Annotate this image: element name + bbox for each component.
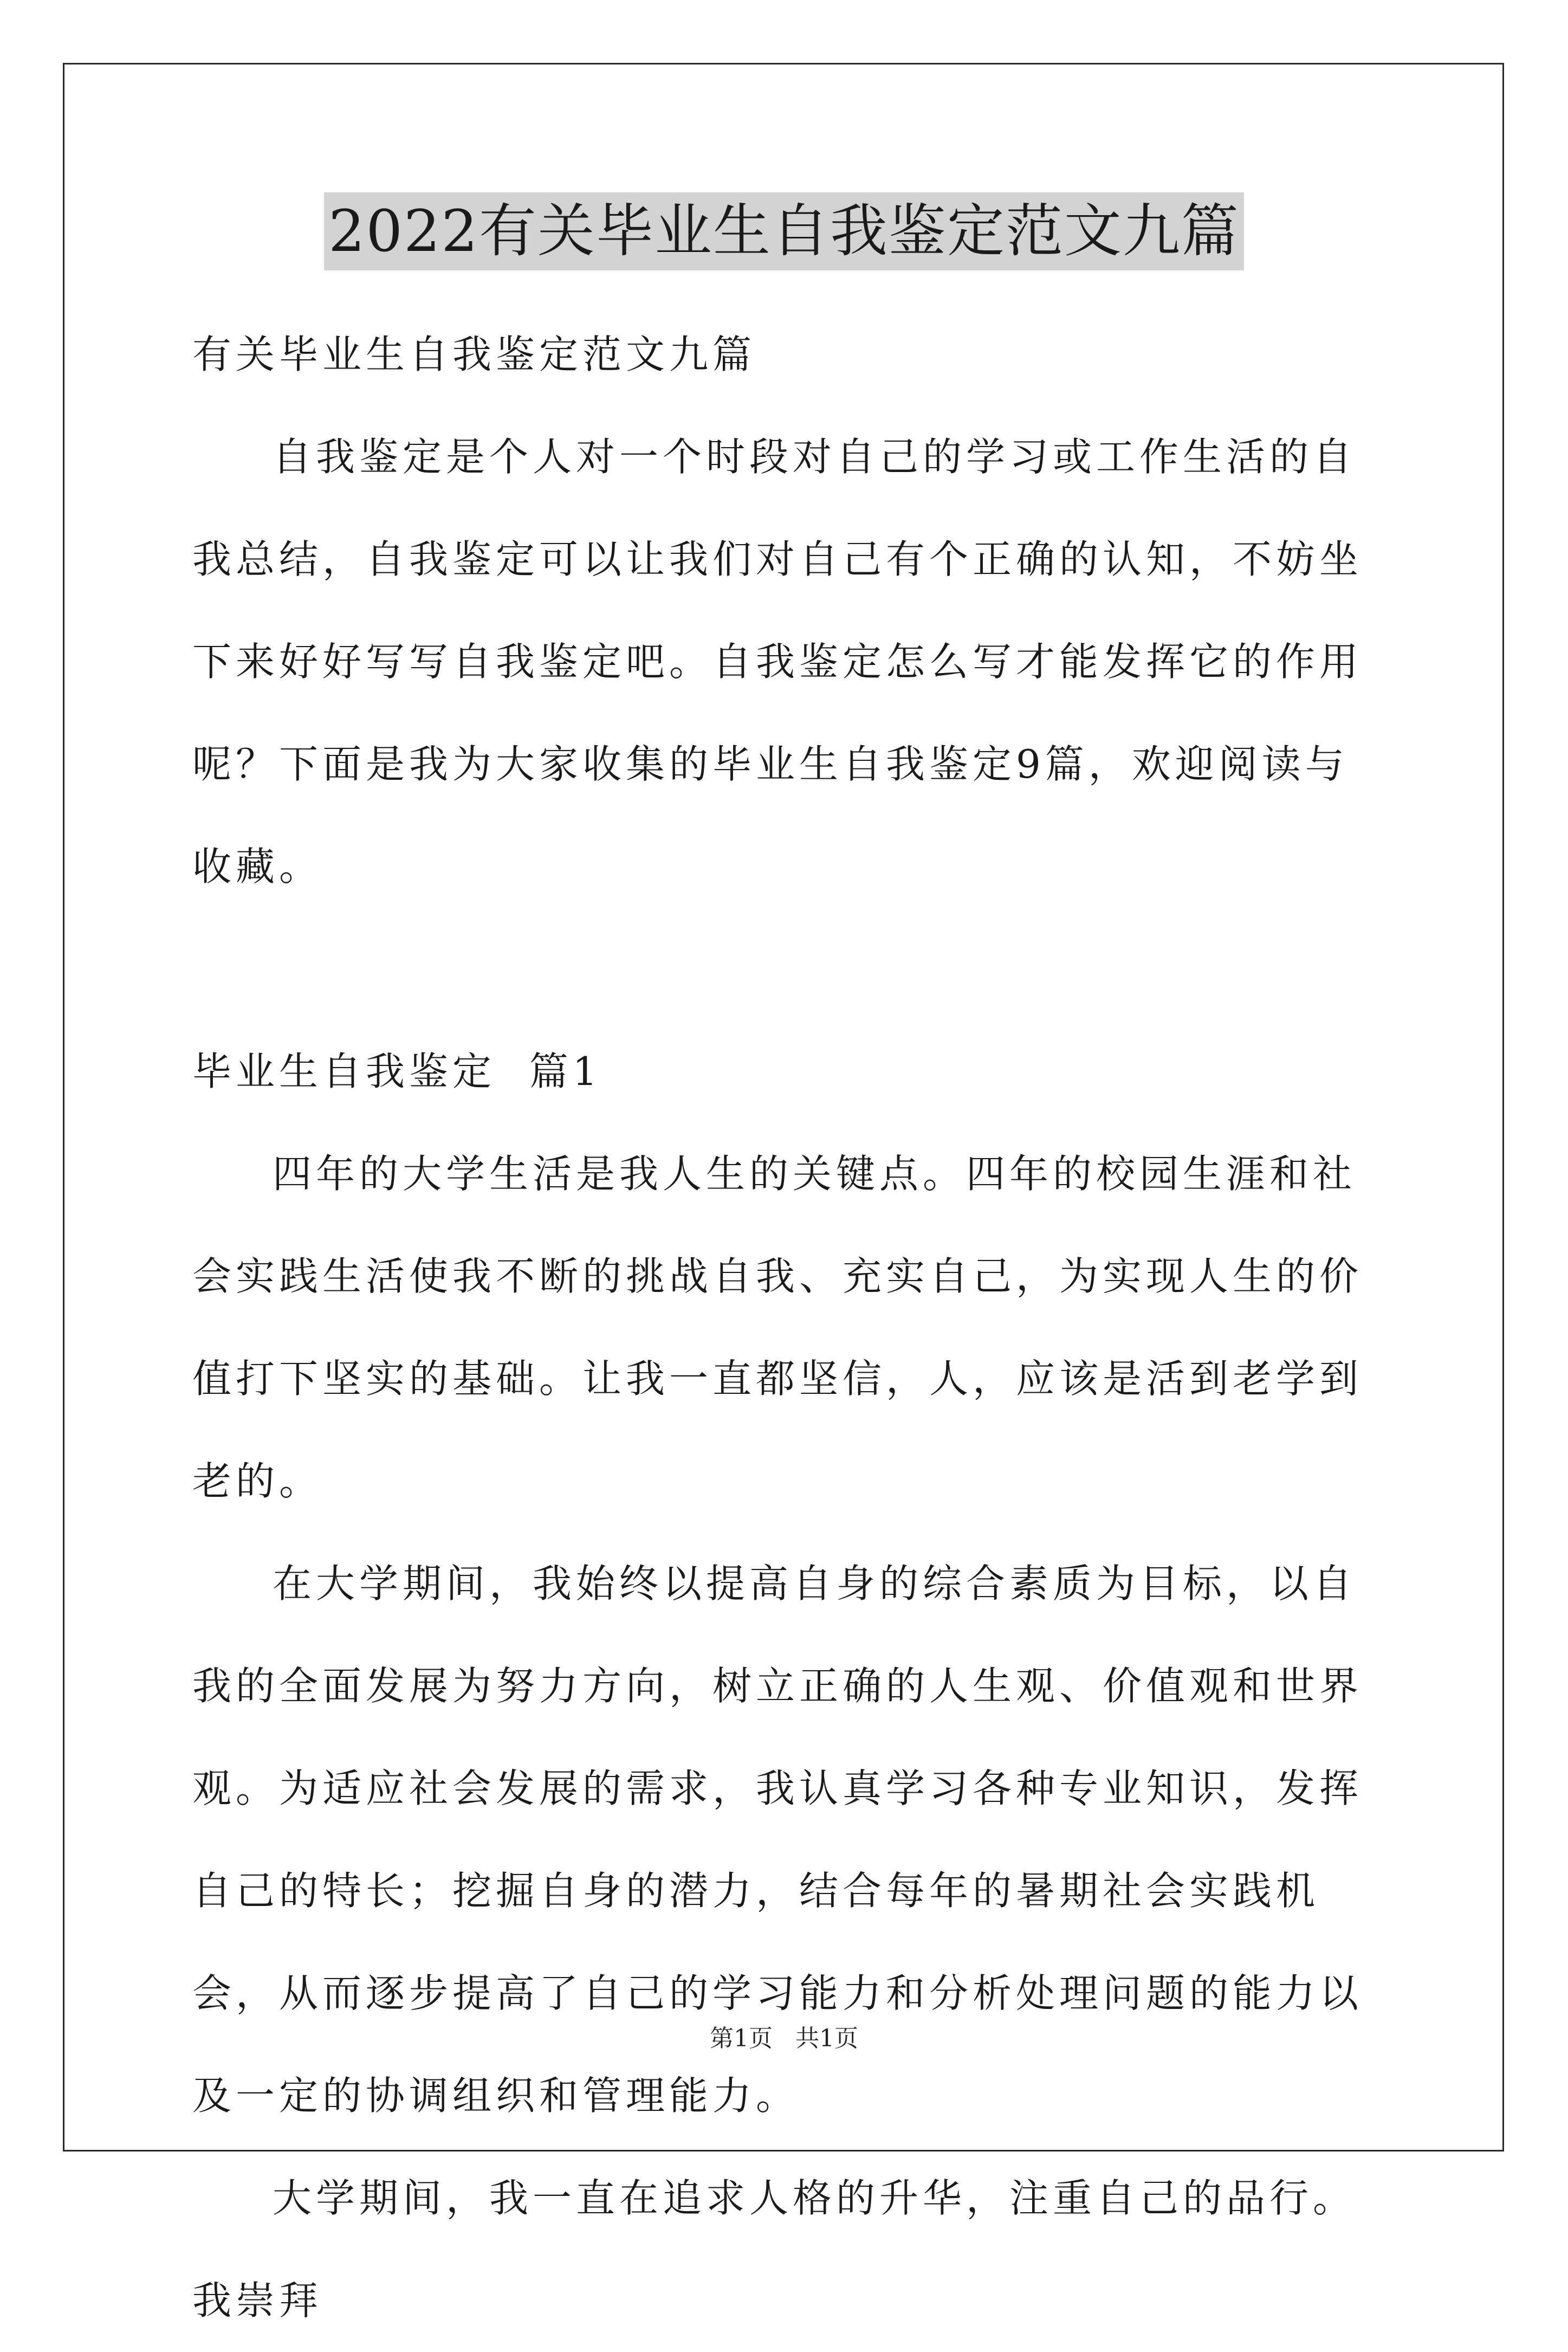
total-pages: 共1页	[795, 2025, 858, 2052]
intro-paragraph: 自我鉴定是个人对一个时段对自己的学习或工作生活的自我总结，自我鉴定可以让我们对自己有个正确的认知，不妨坐下来好好写写自我鉴定吧。自我鉴定怎么写才能发挥它的作用呢？下面是我为大家收集的毕业生自我鉴定9篇，欢迎阅读与收藏。	[192, 434, 1363, 889]
document-subtitle: 有关毕业生自我鉴定范文九篇	[192, 332, 756, 377]
section-heading: 毕业生自我鉴定 篇1	[192, 1049, 602, 1094]
body-paragraph-2: 在大学期间，我始终以提高自身的综合素质为目标，以自我的全面发展为努力方向，树立正确的人生观、价值观和世界观。为适应社会发展的需求，我认真学习各种专业知识，发挥自己的特长；挖掘自身的潜力，结合每年的暑期社会实践机会，从而逐步提高了自己的学习能力和分析处理问题的能力以及一定的协调组织和管理能力。	[192, 1561, 1363, 2118]
document-title: 2022有关毕业生自我鉴定范文九篇	[324, 192, 1244, 270]
page-footer	[0, 2019, 1568, 2053]
title-wrap	[0, 192, 1568, 270]
page-number: 第1页	[710, 2025, 773, 2052]
body-paragraph-1: 四年的大学生活是我人生的关键点。四年的校园生涯和社会实践生活使我不断的挑战自我、充实自己，为实现人生的价值打下坚实的基础。让我一直都坚信，人，应该是活到老学到老的。	[192, 1151, 1363, 1504]
body-paragraph-3: 大学期间，我一直在追求人格的升华，注重自己的品行。我崇拜	[192, 2175, 1357, 2323]
